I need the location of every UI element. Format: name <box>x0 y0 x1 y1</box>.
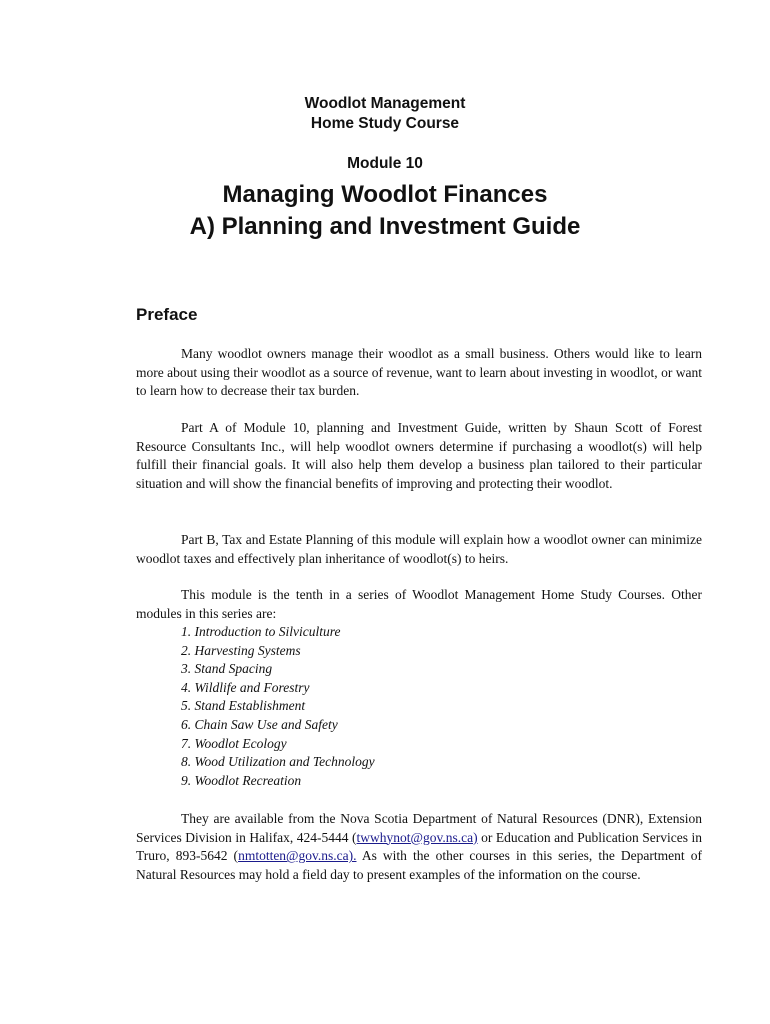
paragraph-text-part: or Education and Publication Services in Truro, 893-5642 ( <box>136 829 702 864</box>
module-list <box>181 623 375 790</box>
list-item: 2. Harvesting Systems <box>181 642 301 658</box>
main-title: Managing Woodlot Finances <box>222 181 548 208</box>
preface-paragraph-4 <box>136 586 702 623</box>
paragraph-text <box>136 810 702 884</box>
preface-paragraph-5 <box>136 810 702 884</box>
preface-paragraph-3 <box>136 531 702 568</box>
preface-heading: Preface <box>136 305 198 324</box>
preface-paragraph-2 <box>136 419 702 493</box>
paragraph-text-part: They are available from the Nova Scotia Department of Natural Resources (DNR), Extension Services Division in Halifax, 424-5444 ( <box>136 811 702 845</box>
course-title: Home Study Course <box>310 115 460 132</box>
list-item: 7. Woodlot Ecology <box>181 735 287 751</box>
paragraph-text: Many woodlot owners manage their woodlot as a small business. Others would like to learn more about using their woodlot as a source of revenue, want to learn about investing in woodlot, or want to learn how to decrease their tax burden. <box>136 346 702 399</box>
list-item: 1. Introduction to Silviculture <box>181 624 341 639</box>
list-item: 6. Chain Saw Use and Safety <box>181 716 338 732</box>
list-item: 3. Stand Spacing <box>181 661 273 677</box>
list-item: 8. Wood Utilization and Technology <box>181 754 375 770</box>
paragraph-text: Part B, Tax and Estate Planning of this module will explain how a woodlot owner can minimize woodlot taxes and effectively plan inheritance of woodlot(s) to heirs. <box>136 532 702 566</box>
series-title: Woodlot Management <box>304 95 466 112</box>
preface-paragraph-1 <box>136 345 702 401</box>
paragraph-text: Part A of Module 10, planning and Investment Guide, written by Shaun Scott of Forest Resource Consultants Inc., will help woodlot owners determine if purchasing a woodlot(s) will help fulfill their financial goals. It will also help them develop a business plan tailored to their particular situation and will show the financial benefits of improving and protecting their woodlot. <box>136 420 702 491</box>
title-block <box>0 94 770 243</box>
module-label: Module 10 <box>347 155 423 172</box>
list-item: 9. Woodlot Recreation <box>181 772 302 788</box>
paragraph-text: This module is the tenth in a series of Woodlot Management Home Study Courses. Other modules in this series are: <box>136 587 702 621</box>
email-link-halifax[interactable]: twwhynot@gov.ns.ca) <box>356 829 478 845</box>
list-item: 5. Stand Establishment <box>181 698 306 714</box>
email-link-truro[interactable]: nmtotten@gov.ns.ca). <box>238 848 357 864</box>
sub-title: A) Planning and Investment Guide <box>189 213 581 240</box>
list-item: 4. Wildlife and Forestry <box>181 679 310 695</box>
paragraph-text-part: As with the other courses in this series, the Department of Natural Resources may hold a field day to present examples of the information on the course. <box>136 848 702 882</box>
